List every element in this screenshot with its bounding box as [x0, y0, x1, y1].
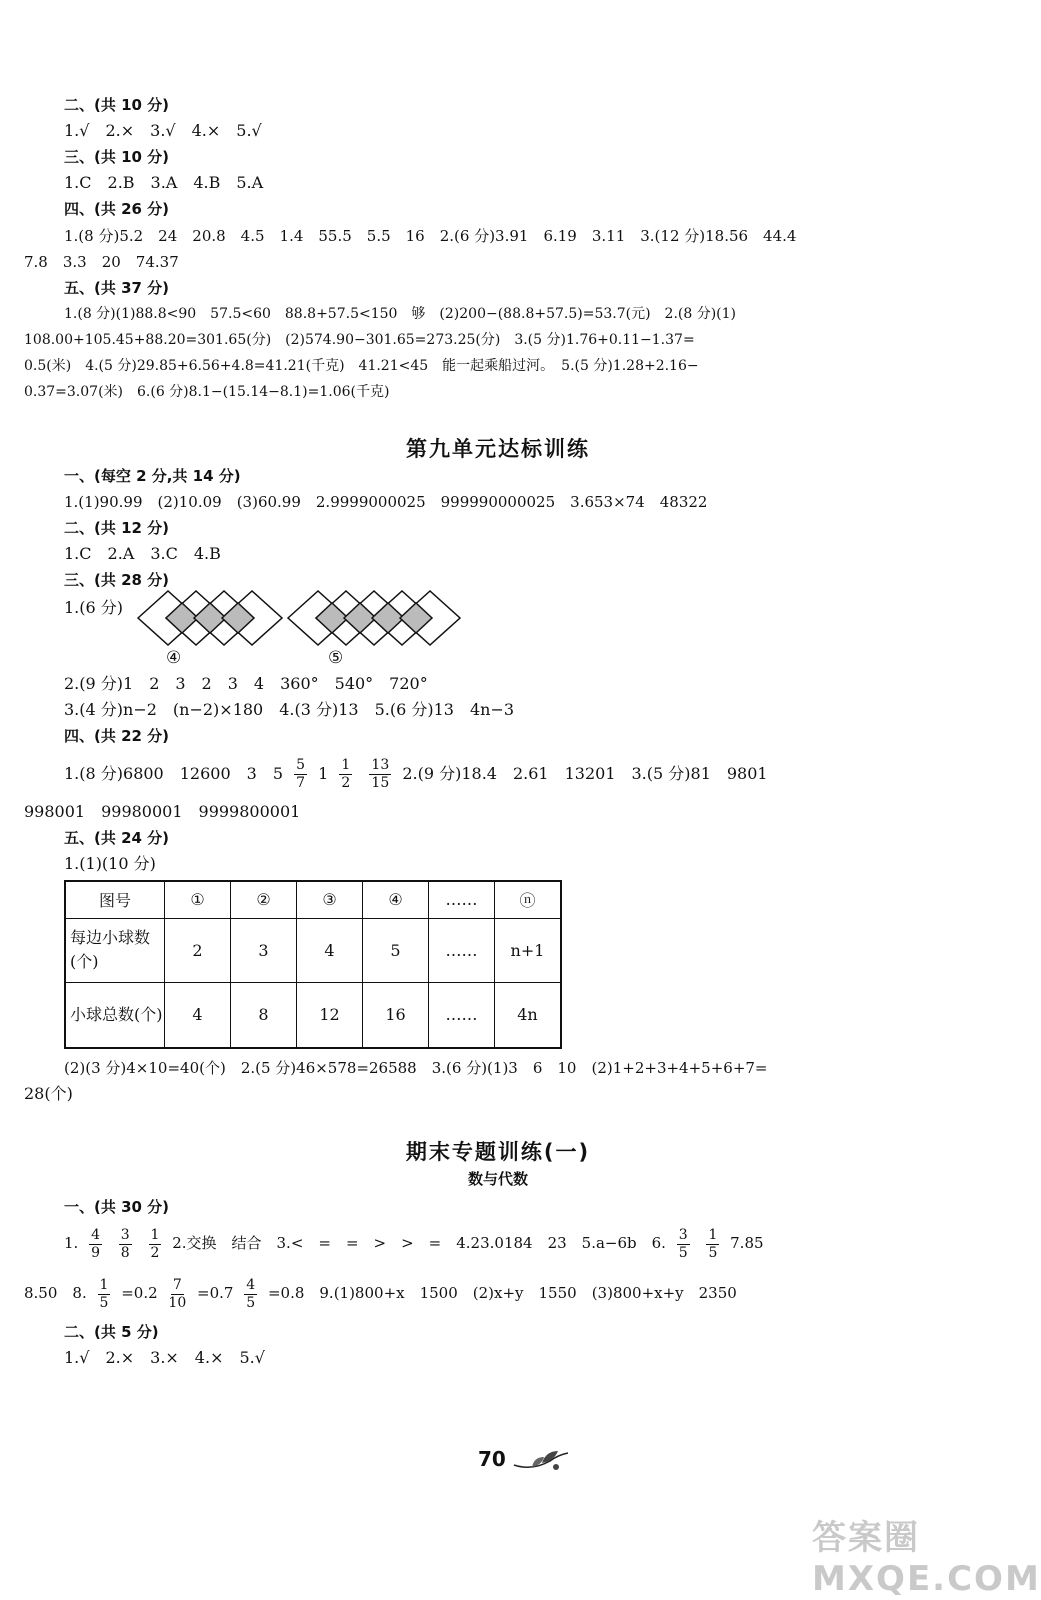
- table-row: [65, 881, 561, 918]
- fraction: $\frac{7}{10}$: [168, 1276, 187, 1311]
- table-cell: ①: [165, 881, 231, 918]
- section-heading: 二、(共 10 分): [64, 96, 170, 114]
- table-cell: 4n: [495, 982, 562, 1048]
- fraction: $\frac{5}{7}$: [296, 757, 306, 791]
- text: =0.2: [121, 1284, 158, 1302]
- table-cell: 图号: [65, 881, 165, 918]
- section-heading: 五、(共 37 分): [64, 279, 170, 297]
- table-cell: 3: [231, 918, 297, 982]
- answer-line: 1.C 2.A 3.C 4.B: [64, 544, 221, 563]
- text: 1.: [64, 1234, 79, 1252]
- section-heading: 二、(共 12 分): [64, 519, 170, 537]
- answer-line: 1.(1)(10 分): [64, 854, 156, 873]
- table-cell: 2: [165, 918, 231, 982]
- answer-line: 1.√ 2.× 3.× 4.× 5.√: [64, 1348, 265, 1367]
- fraction: $\frac{4}{5}$: [246, 1276, 256, 1311]
- section-subtitle: 数与代数: [467, 1170, 528, 1188]
- table-cell: 每边小球数(个): [65, 918, 165, 982]
- answer-line-with-fractions: [64, 1221, 764, 1265]
- table-cell: 5: [363, 918, 429, 982]
- fraction: $\frac{1}{5}$: [708, 1226, 718, 1261]
- fraction: $\frac{4}{9}$: [91, 1226, 101, 1261]
- table-cell: ②: [231, 881, 297, 918]
- diamond-pattern-figure: [130, 588, 470, 648]
- watermark-text: 答案圈 MXQE.COM: [812, 1518, 1041, 1599]
- section-heading: 一、(每空 2 分,共 14 分): [64, 467, 241, 485]
- answer-line: 1.(8 分)5.2 24 20.8 4.5 1.4 55.5 5.5 16 2.(6 分)3.91 6.19 3.11 3.(12 分)18.56 44.4: [64, 227, 797, 245]
- figure-label-5: ⑤: [328, 648, 344, 668]
- section-title: 第九单元达标训练: [406, 437, 590, 461]
- watermark: [812, 1510, 1041, 1599]
- figure-label-4: ④: [166, 648, 182, 668]
- diamond-group-4: [138, 591, 282, 645]
- answer-line-with-fractions: [64, 752, 768, 796]
- table-cell: ……: [429, 918, 495, 982]
- fraction: $\frac{1}{5}$: [99, 1276, 109, 1311]
- table-row: [65, 982, 561, 1048]
- answer-line: 0.37=3.07(米) 6.(6 分)8.1−(15.14−8.1)=1.06(千克): [24, 384, 390, 400]
- answer-line: 1.√ 2.× 3.√ 4.× 5.√: [64, 121, 262, 140]
- answer-line: (2)(3 分)4×10=40(个) 2.(5 分)46×578=26588 3.(6 分)(1)3 6 10 (2)1+2+3+4+5+6+7=: [64, 1059, 768, 1077]
- text: 1.(8 分)6800 12600 3 5: [64, 764, 283, 783]
- section-heading: 四、(共 22 分): [64, 727, 170, 745]
- answer-line: 108.00+105.45+88.20=301.65(分) (2)574.90−301.65=273.25(分) 3.(5 分)1.76+0.11−1.37=: [24, 332, 695, 348]
- answer-line: 28(个): [24, 1084, 73, 1103]
- table-cell: 4: [165, 982, 231, 1048]
- table-cell: ……: [429, 881, 495, 918]
- table-cell: 8: [231, 982, 297, 1048]
- table-cell: ⓝ: [495, 881, 562, 918]
- answer-line: 0.5(米) 4.(5 分)29.85+6.56+4.8=41.21(千克) 41.21<45 能一起乘船过河。 5.(5 分)1.28+2.16−: [24, 358, 699, 374]
- text: 1: [318, 764, 329, 783]
- section-heading: 五、(共 24 分): [64, 829, 170, 847]
- table-cell: ③: [297, 881, 363, 918]
- answer-line: 1.(1)90.99 (2)10.09 (3)60.99 2.9999000025 999990000025 3.653×74 48322: [64, 493, 708, 511]
- section-title: 期末专题训练(一): [405, 1140, 591, 1164]
- section-heading: 二、(共 5 分): [64, 1323, 159, 1341]
- diamond-group-5: [288, 591, 460, 645]
- answer-line: 7.8 3.3 20 74.37: [24, 253, 179, 271]
- text: 7.85: [730, 1234, 764, 1252]
- table-cell: n+1: [495, 918, 562, 982]
- fraction: $\frac{3}{5}$: [678, 1226, 688, 1261]
- table-cell: ④: [363, 881, 429, 918]
- answer-line: 1.C 2.B 3.A 4.B 5.A: [64, 173, 264, 192]
- fraction: $\frac{3}{8}$: [120, 1226, 130, 1261]
- fraction: $\frac{1}{2}$: [341, 757, 351, 791]
- answer-line: 1.(6 分): [64, 598, 124, 617]
- table-cell: ……: [429, 982, 495, 1048]
- table-row: [65, 918, 561, 982]
- answer-line-with-fractions: [24, 1271, 737, 1315]
- ball-count-table: [64, 880, 562, 1049]
- answer-line: 3.(4 分)n−2 (n−2)×180 4.(3 分)13 5.(6 分)13 4n−3: [64, 700, 515, 719]
- page-number: 70: [478, 1447, 506, 1471]
- fraction: $\frac{13}{15}$: [371, 757, 390, 791]
- table-cell: 小球总数(个): [65, 982, 165, 1048]
- text: 2.(9 分)18.4 2.61 13201 3.(5 分)81 9801: [402, 764, 768, 783]
- section-heading: 一、(共 30 分): [64, 1198, 170, 1216]
- section-heading: 三、(共 10 分): [64, 148, 170, 166]
- section-heading: 四、(共 26 分): [64, 200, 170, 218]
- fraction: $\frac{1}{2}$: [150, 1226, 160, 1261]
- section-heading: 三、(共 28 分): [64, 571, 170, 589]
- table-cell: 4: [297, 918, 363, 982]
- leaf-ornament-icon: [512, 1447, 572, 1475]
- table-cell: 12: [297, 982, 363, 1048]
- text: 8.50 8.: [24, 1284, 87, 1302]
- text: =0.8 9.(1)800+x 1500 (2)x+y 1550 (3)800+x+y 2350: [267, 1284, 737, 1302]
- answer-line: 1.(8 分)(1)88.8<90 57.5<60 88.8+57.5<150 够 (2)200−(88.8+57.5)=53.7(元) 2.(8 分)(1): [64, 306, 737, 322]
- table-cell: 16: [363, 982, 429, 1048]
- answer-line: 998001 99980001 9999800001: [24, 802, 301, 821]
- text: =0.7: [197, 1284, 234, 1302]
- answer-line: 2.(9 分)1 2 3 2 3 4 360° 540° 720°: [64, 674, 428, 693]
- text: 2.交换 结合 3.< = = > > = 4.23.0184 23 5.a−6b 6.: [172, 1234, 666, 1252]
